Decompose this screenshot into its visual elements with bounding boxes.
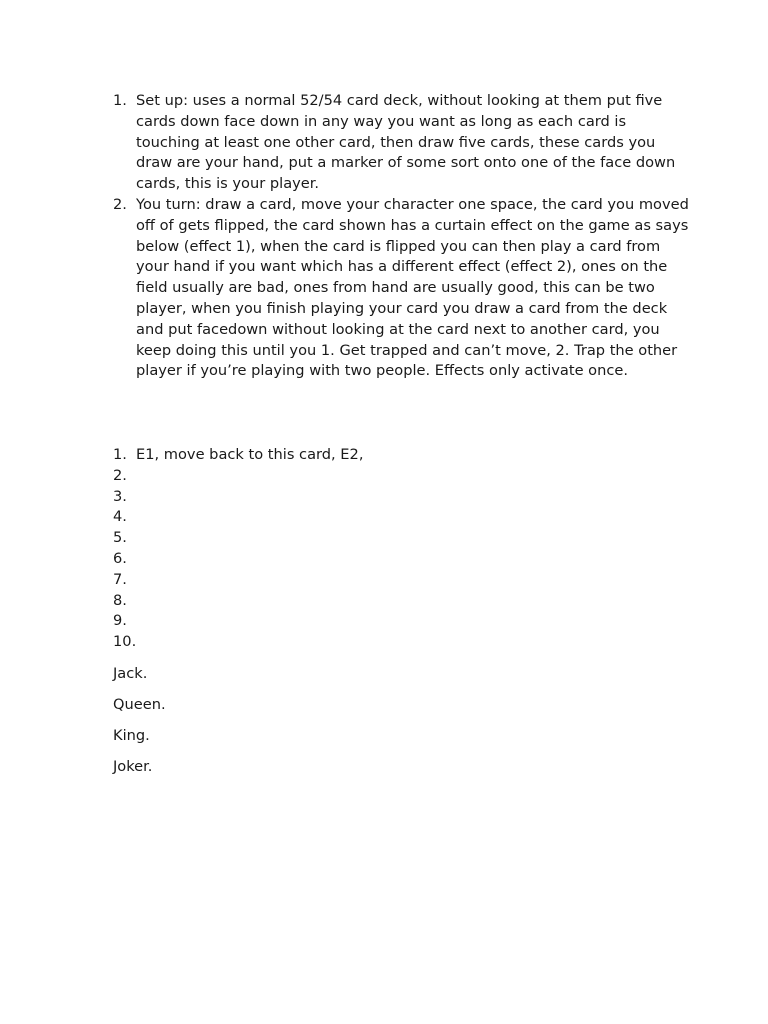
- effect-text: [136, 570, 713, 591]
- face-card-queen: Queen.: [113, 695, 166, 713]
- effect-text: [136, 591, 713, 612]
- list-number: 9.: [113, 612, 127, 630]
- list-number: 2.: [113, 466, 127, 484]
- effects-list: [113, 445, 713, 653]
- list-number: 1.: [113, 446, 127, 463]
- effect-text: [136, 487, 713, 508]
- list-number: 6.: [113, 549, 127, 567]
- face-card-list: [113, 664, 166, 788]
- effect-text: [136, 528, 713, 549]
- effect-text: [136, 611, 713, 632]
- list-number: 7.: [113, 570, 127, 588]
- face-card-joker: Joker.: [113, 757, 153, 775]
- list-item: [113, 487, 713, 508]
- list-item: [113, 570, 713, 591]
- list-number: 10.: [113, 633, 137, 651]
- list-number: 5.: [113, 529, 127, 547]
- list-number: 3.: [113, 487, 127, 505]
- effect-text: [136, 632, 713, 653]
- list-item: [113, 507, 713, 528]
- face-card-king: King.: [113, 726, 150, 744]
- rules-list: [113, 91, 693, 382]
- effect-text: E1, move back to this card, E2,: [136, 446, 364, 463]
- list-number: 1.: [113, 92, 127, 109]
- face-card-jack: Jack.: [113, 665, 148, 682]
- document-page: [113, 91, 693, 775]
- list-item: [113, 528, 713, 549]
- list-number: 8.: [113, 591, 127, 609]
- rule-item-setup: [113, 91, 693, 195]
- list-item: [113, 591, 713, 612]
- list-number: 4.: [113, 508, 127, 526]
- effect-text: [136, 507, 713, 528]
- rule-item-turn: [113, 195, 693, 382]
- effect-text: [136, 466, 713, 487]
- list-item: [113, 466, 713, 487]
- list-item: [113, 611, 713, 632]
- list-item: [113, 445, 713, 466]
- list-number: 2.: [113, 195, 127, 213]
- list-item: [113, 632, 713, 653]
- rule-text: Set up: uses a normal 52/54 card deck, without looking at them put five cards down face down in any way you want as long as each card is touching at least one other card, then draw five cards, these cards you draw are your hand, put a marker of some sort onto one of the face down cards, this is your player.: [136, 92, 676, 193]
- list-item: [113, 549, 713, 570]
- rule-text: You turn: draw a card, move your character one space, the card you moved off of gets flipped, the card shown has a curtain effect on the game as says below (effect 1), when the card is flipped you can then play a card from your hand if you want which has a different effect (effect 2), ones on the field usually are bad, ones from hand are usually good, this can be two player, when you finish playing your card you draw a card from the deck and put facedown without looking at the card next to another card, you keep doing this until you 1. Get trapped and can’t move, 2. Trap the other player if you’re playing with two people. Effects only activate once.: [136, 195, 689, 380]
- effect-text: [136, 549, 713, 570]
